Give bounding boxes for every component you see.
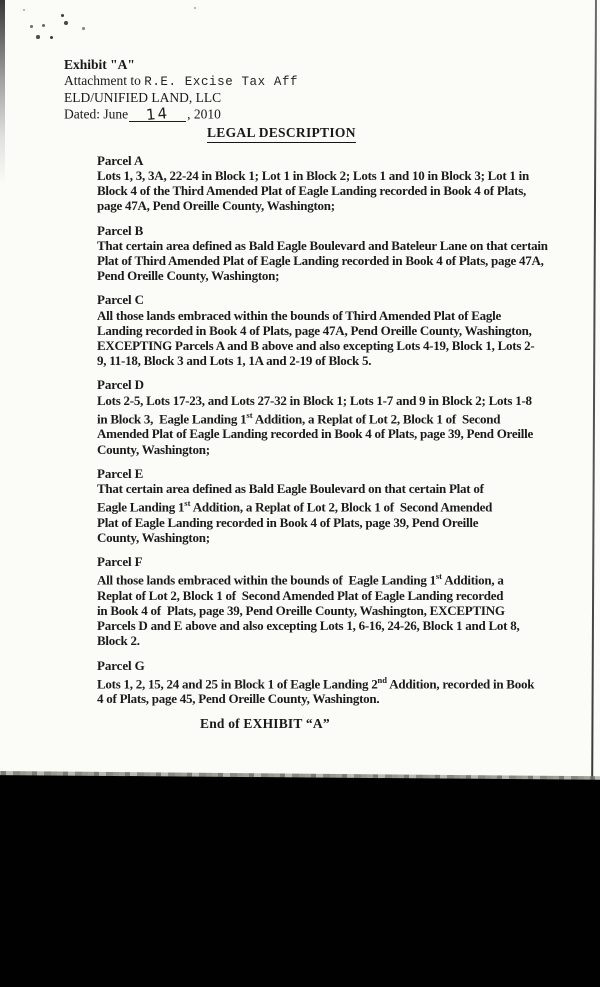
- parcel-heading: Parcel E: [97, 465, 144, 481]
- parcel-body: Lots 1, 2, 15, 24 and 25 in Block 1 of Eagle Landing 2nd Addition, recorded in Book 4 of Plats, page 45, Pend Oreille County, Washington.: [97, 674, 535, 707]
- document-header: [64, 57, 600, 122]
- section-heading-row: [207, 124, 600, 143]
- parcel-block: [97, 377, 567, 456]
- scan-speckle: [82, 27, 85, 30]
- parcel-heading: Parcel B: [97, 222, 144, 238]
- scan-left-edge-smudge: [0, 0, 5, 185]
- company-line: ELD/UNIFIED LAND, LLC: [64, 90, 222, 106]
- parcel-block: [97, 658, 567, 707]
- parcel-body: That certain area defined as Bald Eagle Boulevard on that certain Plat of Eagle Landing 1st Addition, a Replat of Lot 2, Block 1 of Second Amended Plat of Eagle Landing recorded in Book 4 of Plats, page 39, Pend Oreille County, Washington;: [97, 480, 493, 545]
- parcel-body: All those lands embraced within the bounds of Eagle Landing 1st Addition, a Replat of Lot 2, Block 1 of Second Amended Plat of Eagle Landing recorded in Book 4 of Plats, page 39, Pend Oreille County, Washington, EXCEPTING Parcels D and E above and also excepting Lots 1, 6-16, 24-26, Block 1 and Lot 8, Block 2.: [97, 571, 520, 649]
- parcel-heading: Parcel G: [97, 657, 145, 673]
- parcel-block: [97, 153, 567, 214]
- attachment-prefix: Attachment to: [64, 72, 145, 88]
- parcel-body: Lots 2-5, Lots 17-23, and Lots 27-32 in Block 1; Lots 1-7 and 9 in Block 2; Lots 1-8 in Block 3, Eagle Landing 1st Addition, a Replat of Lot 2, Block 1 of Second Amended Plat of Eagle Landing recorded in Book 4 of Plats, page 39, Pend Oreille County, Washington;: [97, 392, 533, 457]
- scan-speckle: [194, 7, 196, 9]
- date-suffix: , 2010: [187, 106, 221, 122]
- scan-speckle: [42, 24, 45, 27]
- date-underline: [129, 103, 186, 124]
- scan-speckle: [36, 35, 40, 39]
- parcel-body: That certain area defined as Bald Eagle Boulevard and Bateleur Lane on that certain Plat of Third Amended Plat of Eagle Landing recorded in Book 4 of Plats, page 47A, Pend Oreille County, Washington;: [97, 237, 548, 284]
- scan-speckle: [64, 21, 68, 25]
- date-prefix: Dated: June: [64, 106, 129, 122]
- exhibit-title: Exhibit "A": [64, 57, 135, 72]
- scan-speckle: [30, 25, 33, 28]
- parcel-body: All those lands embraced within the bounds of Third Amended Plat of Eagle Landing recorded in Book 4 of Plats, page 47A, Pend Oreille County, Washington, EXCEPTING Parcels A and B above and also excepting Lots 4-19, Block 1, Lots 2- 9, 11-18, Block 3 and Lots 1, 1A and 2-19 of Block 5.: [97, 307, 535, 369]
- parcel-block: [97, 554, 567, 649]
- parcel-body: Lots 1, 3, 3A, 22-24 in Block 1; Lot 1 in Block 2; Lots 1 and 10 in Block 3; Lot 1 in Block 4 of the Third Amended Plat of Eagle Landing recorded in Book 4 of Plats, page 47A, Pend Oreille County, Washington;: [97, 167, 529, 214]
- parcel-block: [97, 292, 567, 368]
- scan-speckle: [61, 14, 64, 17]
- end-of-exhibit-note: End of EXHIBIT “A”: [200, 715, 330, 731]
- parcel-block: [97, 466, 567, 545]
- attachment-line: [64, 73, 600, 91]
- attachment-typed-text: R.E. Excise Tax Aff: [144, 74, 299, 89]
- parcel-heading: Parcel D: [97, 377, 144, 393]
- parcel-heading: Parcel A: [97, 152, 144, 168]
- parcel-block: [97, 223, 567, 284]
- date-handwritten-value: 14: [145, 103, 170, 124]
- legal-description-heading: LEGAL DESCRIPTION: [207, 125, 356, 143]
- parcel-heading: Parcel F: [97, 554, 143, 570]
- parcel-heading: Parcel C: [97, 292, 144, 308]
- parcels: [97, 153, 567, 707]
- scan-black-bar: [0, 775, 600, 987]
- scan-speckle: [50, 36, 53, 39]
- date-line: [64, 103, 600, 124]
- scan-speckle: [23, 9, 25, 11]
